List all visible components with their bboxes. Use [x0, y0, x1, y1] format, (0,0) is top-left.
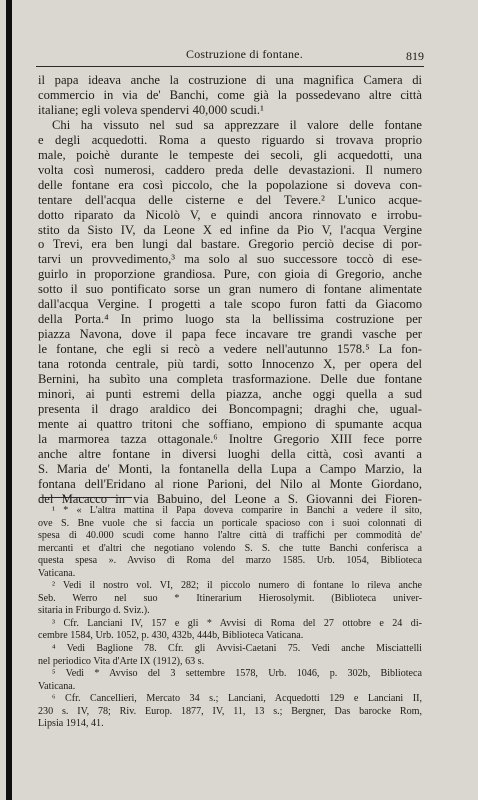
footnote-line: Vaticana. [38, 680, 76, 692]
text-line: della Porta.⁴ In primo luogo sta la bellissima costruzione per [38, 312, 422, 327]
text-line: commercio in via de' Banchi, come già la possedevano altre città [38, 87, 422, 102]
footnote-line: sitaria in Friburgo d. Sviz.). [38, 605, 150, 617]
page-number: 819 [406, 49, 424, 63]
header-rule [36, 66, 424, 67]
book-page [6, 0, 478, 800]
text-line: Chi ha vissuto nel sud sa apprezzare il valore delle fontane [52, 117, 422, 132]
text-line: italiane; egli voleva spendervi 40,000 scudi.¹ [38, 102, 264, 117]
text-line: S. Maria de' Monti, la fontanella della Lupa a Campo Marzio, la [38, 461, 422, 476]
footnote-line: ove S. Bne vuole che si faccia un porticale spacioso con i suoi colonnati di [38, 517, 422, 529]
footnote-line: Vaticana. [38, 567, 76, 579]
footnote-line: ⁵ Vedi * Avviso del 3 settembre 1578, Urb. 1046, p. 302b, Biblioteca [52, 668, 422, 680]
footnote-line: 230 s. IV, 78; Riv. Europ. 1877, IV, 11, 13 s.; Bergner, Das barocke Rom, [38, 705, 422, 717]
running-header-title: Costruzione di fontane. [186, 47, 303, 61]
text-line: sotto il suo pontificato sorse un gran numero di fontane alimentate [38, 282, 422, 297]
text-line: tentare dell'acqua delle cisterne e del Tevere.² L'unico acque- [38, 192, 422, 207]
text-line: tarvi un provvedimento,³ ma solo al suo successore toccò di ese- [38, 252, 422, 267]
footnote-line: spesa di 40.000 scudi come hanno l'altre città di traffichi per commodità de' [38, 530, 422, 542]
footnote-line: ¹ * « L'altra mattina il Papa doveva comparire in Banchi a vedere il sito, [52, 505, 422, 516]
text-line: guirlo in proporzione grandiosa. Pure, con gioia di Gregorio, anche [38, 267, 422, 282]
footnote-line: Lipsia 1914, 41. [38, 718, 104, 730]
text-line: delle fontane era così piccolo, che la popolazione si doveva con- [38, 177, 422, 192]
text-line: volta così numerosi, caddero preda delle devastazioni. Il numero [38, 162, 422, 177]
text-line: del Macacco in via Babuino, del Leone a S. Giovanni dei Fioren- [38, 491, 422, 506]
footnote-line: questa spesa ». Avviso di Roma del marzo 1585. Urb. 1054, Biblioteca [38, 555, 422, 567]
footnote-line: ³ Cfr. Lanciani IV, 157 e gli * Avvisi di Roma del 27 ottobre e 24 di- [52, 617, 422, 629]
text-line: tana rotonda centrale, più tardi, sotto Innocenzo X, per opera del [38, 357, 422, 372]
footnotes [38, 505, 422, 731]
text-line: Bernini, ha subìto una completa trasformazione. Delle due fontane [38, 372, 422, 387]
text-line: male, poichè durante le tempeste dei secoli, gli acquedotti, una [38, 147, 422, 162]
text-line: piazza Navona, dove il papa fece incavare tre grandi vasche per [38, 327, 422, 342]
text-line: stito da Sisto IV, da Leone X ed infine da Pio V, l'acqua Vergine [38, 222, 422, 237]
footnote-line: cembre 1584, Urb. 1052, p. 430, 432b, 444b, Biblioteca Vaticana. [38, 630, 304, 642]
text-line: le fontane, che egli si recò a vedere nell'autunno 1578.⁵ La fon- [38, 342, 422, 357]
footnote-line: nel periodico Vita d'Arte IX (1912), 63 s. [38, 655, 205, 667]
footnote-rule [40, 497, 132, 498]
text-line: il papa ideava anche la costruzione di una magnifica Camera di [38, 73, 422, 87]
text-line: o Trevi, era ben lungi dal bastare. Gregorio perciò decise di por- [38, 237, 422, 252]
text-line: fontana dell'Eridano al rione Parioni, del Nilo al Monte Giordano, [38, 476, 422, 491]
text-line: la marmorea tazza ottagonale.⁶ Inoltre Gregorio XIII fece porre [38, 431, 422, 446]
footnote-line: ⁴ Vedi Baglione 78. Cfr. gli Avvisi-Caetani 75. Vedi anche Misciattelli [52, 643, 422, 655]
footnote-line: ⁶ Cfr. Cancellieri, Mercato 34 s.; Lanciani, Acquedotti 129 e Lanciani II, [52, 693, 422, 705]
text-line: dall'acqua Vergine. I progetti a tale scopo furon fatti da Giacomo [38, 297, 422, 312]
text-line: e degli acquedotti. Roma a questo riguardo si trovava proprio [38, 132, 422, 147]
text-line: dotto riparato da Nicolò V, e quindi ancora rinnovato e irrobu- [38, 207, 422, 222]
text-line: mente ai quattro tritoni che soffiano, empiono di spumante acqua [38, 416, 422, 431]
text-line: anche altre fontane in diversi luoghi della città, così avanti a [38, 446, 422, 461]
text-line: presenta il drago araldico dei Boncompagni; draghi che, ugual- [38, 401, 422, 416]
running-header [36, 47, 424, 63]
footnote-line: mercanti et d'altri che negotiano volendo S. S. che tutte Banchi conferisca a [38, 542, 422, 554]
footnote-line: Seb. Werro nel suo * Itinerarium Hierosolymit. (Biblioteca univer- [38, 592, 422, 604]
page-scan-edge [6, 0, 12, 800]
footnote-line: ² Vedi il nostro vol. VI, 282; il piccolo numero di fontane lo rileva anche [52, 580, 422, 592]
main-text [38, 73, 422, 507]
text-line: minori, ai punti estremi della piazza, anche oggi quella a sud [38, 387, 422, 402]
